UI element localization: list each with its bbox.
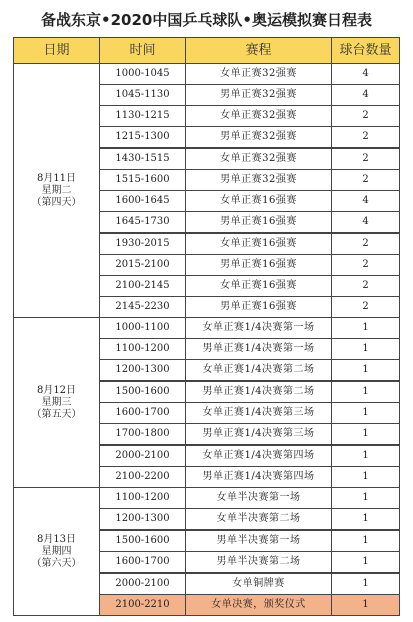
tables-cell: 2 (332, 106, 400, 127)
time-cell: 2100-2210 (100, 595, 186, 616)
event-cell: 女单正赛1/4决赛第四场 (186, 445, 332, 467)
time-cell: 1200-1300 (100, 360, 186, 382)
event-cell: 女单正赛32强赛 (186, 148, 332, 170)
event-cell: 女单正赛16强赛 (186, 276, 332, 297)
time-cell: 1200-1300 (100, 509, 186, 531)
header-event: 赛程 (186, 38, 332, 64)
header-date: 日期 (14, 38, 100, 64)
tables-cell: 1 (332, 381, 400, 403)
tables-cell: 1 (332, 488, 400, 509)
tables-cell: 1 (332, 445, 400, 467)
event-cell: 男单正赛32强赛 (186, 170, 332, 191)
event-cell: 女单正赛16强赛 (186, 233, 332, 255)
time-cell: 1600-1700 (100, 403, 186, 424)
event-cell: 男单正赛16强赛 (186, 212, 332, 234)
time-cell: 2000-2100 (100, 573, 186, 595)
time-cell: 2145-2230 (100, 297, 186, 318)
time-cell: 2000-2100 (100, 445, 186, 467)
header-time: 时间 (100, 38, 186, 64)
time-cell: 2015-2100 (100, 255, 186, 276)
date-date: 8月11日 (36, 172, 77, 184)
date-date: 8月12日 (36, 384, 77, 396)
event-cell: 男单正赛1/4决赛第二场 (186, 381, 332, 403)
date-day-no: （第六天） (31, 557, 82, 569)
time-cell: 1130-1215 (100, 106, 186, 127)
tables-cell: 2 (332, 148, 400, 170)
time-cell: 1215-1300 (100, 127, 186, 149)
event-cell: 女单正赛1/4决赛第二场 (186, 360, 332, 382)
date-weekday: 星期三 (41, 396, 72, 408)
tables-cell: 2 (332, 255, 400, 276)
table-row (14, 64, 400, 85)
table-row (14, 488, 400, 509)
time-cell: 1645-1730 (100, 212, 186, 234)
time-cell: 1045-1130 (100, 85, 186, 106)
tables-cell: 4 (332, 212, 400, 234)
event-cell: 女单正赛1/4决赛第一场 (186, 318, 332, 339)
tables-cell: 1 (332, 360, 400, 382)
table-row (14, 318, 400, 339)
date-cell (14, 64, 100, 318)
time-cell: 1100-1200 (100, 339, 186, 360)
time-cell: 2100-2200 (100, 467, 186, 488)
tables-cell: 1 (332, 509, 400, 531)
time-cell: 1500-1600 (100, 381, 186, 403)
event-cell: 男单正赛1/4决赛第四场 (186, 467, 332, 488)
event-cell: 男单正赛16强赛 (186, 297, 332, 318)
event-cell: 女单半决赛第一场 (186, 488, 332, 509)
date-cell (14, 488, 100, 616)
time-cell: 1930-2015 (100, 233, 186, 255)
event-cell: 男单正赛1/4决赛第三场 (186, 424, 332, 446)
event-cell: 男单正赛32强赛 (186, 127, 332, 149)
time-cell: 1430-1515 (100, 148, 186, 170)
time-cell: 1515-1600 (100, 170, 186, 191)
time-cell: 1000-1100 (100, 318, 186, 339)
header-row (14, 38, 400, 64)
event-cell: 女单正赛32强赛 (186, 106, 332, 127)
tables-cell: 2 (332, 297, 400, 318)
date-date: 8月13日 (36, 533, 77, 545)
tables-cell: 1 (332, 595, 400, 616)
event-cell: 女单正赛16强赛 (186, 191, 332, 212)
schedule-table (13, 37, 400, 616)
event-cell: 女单决赛，颁奖仪式 (186, 595, 332, 616)
time-cell: 1600-1645 (100, 191, 186, 212)
page-title: 备战东京•2020中国乒乓球队•奥运模拟赛日程表 (41, 11, 372, 29)
time-cell: 1100-1200 (100, 488, 186, 509)
date-weekday: 星期四 (41, 545, 72, 557)
tables-cell: 1 (332, 318, 400, 339)
date-day-no: （第五天） (31, 408, 82, 420)
tables-cell: 1 (332, 530, 400, 552)
event-cell: 女单正赛1/4决赛第三场 (186, 403, 332, 424)
event-cell: 男单半决赛第一场 (186, 530, 332, 552)
tables-cell: 2 (332, 233, 400, 255)
time-cell: 2100-2145 (100, 276, 186, 297)
tables-cell: 1 (332, 573, 400, 595)
event-cell: 女单正赛32强赛 (186, 64, 332, 85)
tables-cell: 1 (332, 467, 400, 488)
tables-cell: 4 (332, 191, 400, 212)
table-header (14, 38, 400, 64)
tables-cell: 2 (332, 276, 400, 297)
event-cell: 男单正赛32强赛 (186, 85, 332, 106)
date-day-no: （第四天） (31, 196, 82, 208)
tables-cell: 2 (332, 170, 400, 191)
tables-cell: 1 (332, 403, 400, 424)
tables-cell: 4 (332, 85, 400, 106)
time-cell: 1700-1800 (100, 424, 186, 446)
tables-cell: 4 (332, 64, 400, 85)
time-cell: 1500-1600 (100, 530, 186, 552)
tables-cell: 1 (332, 339, 400, 360)
date-weekday: 星期二 (41, 184, 72, 196)
time-cell: 1600-1700 (100, 552, 186, 574)
event-cell: 女单铜牌赛 (186, 573, 332, 595)
event-cell: 男单正赛16强赛 (186, 255, 332, 276)
tables-cell: 1 (332, 552, 400, 574)
schedule-body (14, 64, 400, 616)
tables-cell: 1 (332, 424, 400, 446)
event-cell: 男单正赛1/4决赛第一场 (186, 339, 332, 360)
header-tables: 球台数量 (332, 38, 400, 64)
tables-cell: 2 (332, 127, 400, 149)
date-cell (14, 318, 100, 488)
event-cell: 男单半决赛第二场 (186, 552, 332, 574)
event-cell: 女单半决赛第二场 (186, 509, 332, 531)
time-cell: 1000-1045 (100, 64, 186, 85)
